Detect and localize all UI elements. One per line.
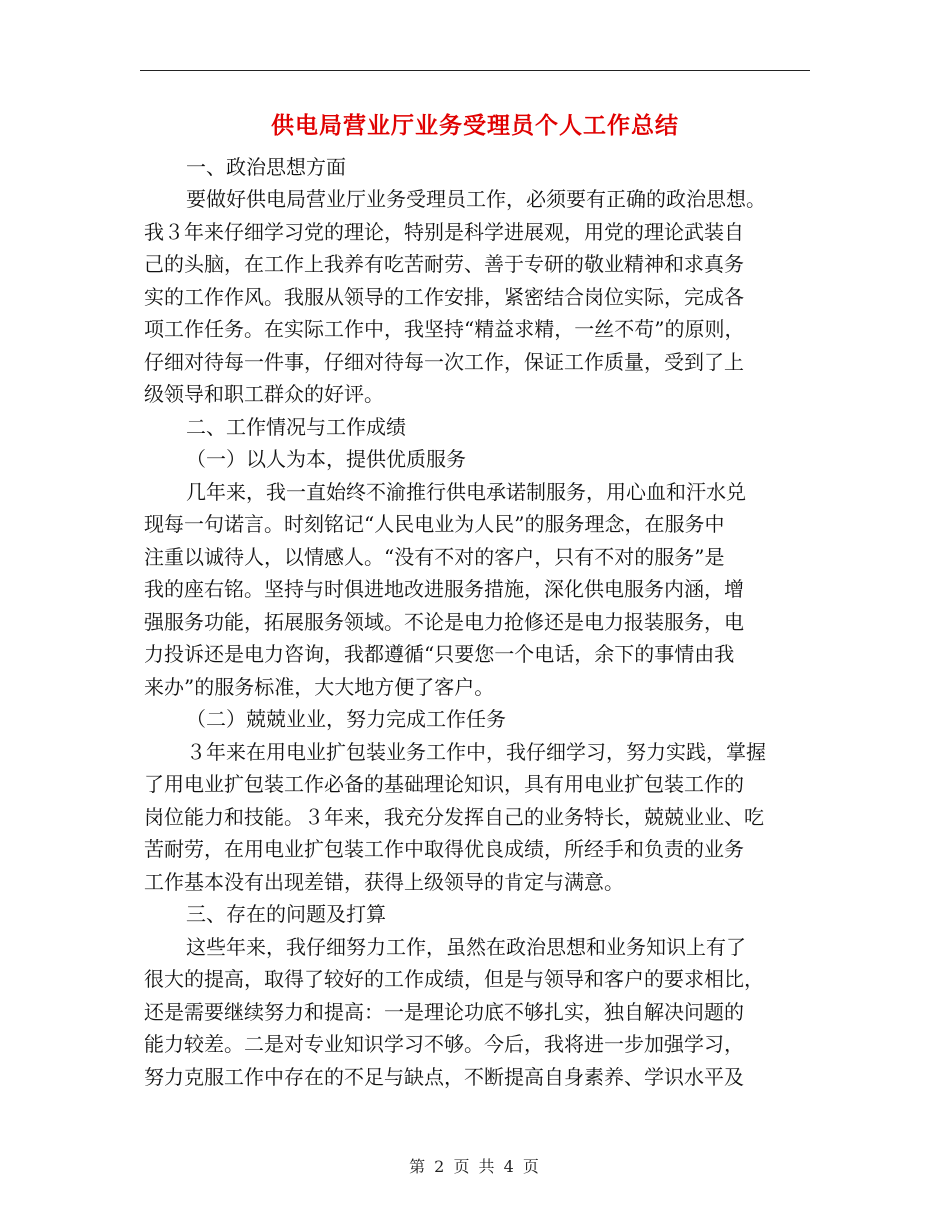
paragraph-line: 还是需要继续努力和提高：一是理论功底不够扎实，独自解决问题的 <box>144 1000 744 1024</box>
paragraph-line: 要做好供电局营业厅业务受理员工作，必须要有正确的政治思想。 <box>186 187 766 211</box>
paragraph-line: 努力克服工作中存在的不足与缺点，不断提高自身素养、学识水平及 <box>144 1065 744 1089</box>
header-rule <box>140 70 810 71</box>
document-title: 供电局营业厅业务受理员个人工作总结 <box>271 112 679 139</box>
section-heading: 三、存在的问题及打算 <box>186 902 386 926</box>
paragraph-line: 现每一句诺言。时刻铭记“人民电业为人民”的服务理念，在服务中 <box>144 512 725 536</box>
paragraph-line: 很大的提高，取得了较好的工作成绩，但是与领导和客户的要求相比， <box>144 967 764 991</box>
paragraph-line: 几年来，我一直始终不渝推行供电承诺制服务，用心血和汗水兑 <box>186 480 746 504</box>
subsection-heading: （二）兢兢业业，努力完成工作任务 <box>186 707 506 731</box>
paragraph-line: 力投诉还是电力咨询，我都遵循“只要您一个电话，余下的事情由我 <box>144 642 735 666</box>
paragraph-line: 了用电业扩包装工作必备的基础理论知识，具有用电业扩包装工作的 <box>144 772 744 796</box>
paragraph-line: 强服务功能，拓展服务领域。不论是电力抢修还是电力报装服务，电 <box>144 610 744 634</box>
subsection-heading: （一）以人为本，提供优质服务 <box>186 447 466 471</box>
paragraph-line: 项工作任务。在实际工作中，我坚持“精益求精，一丝不苟”的原则， <box>144 317 745 341</box>
paragraph-line: 工作基本没有出现差错，获得上级领导的肯定与满意。 <box>144 870 624 894</box>
paragraph-line: 来办”的服务标准，大大地方便了客户。 <box>144 675 495 699</box>
paragraph-line: 这些年来，我仔细努力工作，虽然在政治思想和业务知识上有了 <box>186 935 746 959</box>
paragraph-line: 苦耐劳，在用电业扩包装工作中取得优良成绩，所经手和负责的业务 <box>144 837 744 861</box>
paragraph-line: ３年来在用电业扩包装业务工作中，我仔细学习，努力实践，掌握 <box>186 740 766 764</box>
paragraph-line: 我３年来仔细学习党的理论，特别是科学进展观，用党的理论武装自 <box>144 220 744 244</box>
paragraph-line: 实的工作作风。我服从领导的工作安排，紧密结合岗位实际，完成各 <box>144 285 744 309</box>
paragraph-line: 注重以诚待人，以情感人。“没有不对的客户，只有不对的服务”是 <box>144 545 725 569</box>
paragraph-line: 能力较差。二是对专业知识学习不够。今后，我将进一步加强学习， <box>144 1032 744 1056</box>
section-heading: 一、政治思想方面 <box>186 155 346 179</box>
paragraph-line: 己的头脑，在工作上我养有吃苦耐劳、善于专研的敬业精神和求真务 <box>144 252 744 276</box>
paragraph-line: 岗位能力和技能。３年来，我充分发挥自己的业务特长，兢兢业业、吃 <box>144 805 764 829</box>
page-number: 第 2 页 共 4 页 <box>409 1157 541 1176</box>
paragraph-line: 我的座右铭。坚持与时俱进地改进服务措施，深化供电服务内涵，增 <box>144 577 744 601</box>
section-heading: 二、工作情况与工作成绩 <box>186 415 406 439</box>
paragraph-line: 仔细对待每一件事，仔细对待每一次工作，保证工作质量，受到了上 <box>144 350 744 374</box>
paragraph-line: 级领导和职工群众的好评。 <box>144 382 384 406</box>
